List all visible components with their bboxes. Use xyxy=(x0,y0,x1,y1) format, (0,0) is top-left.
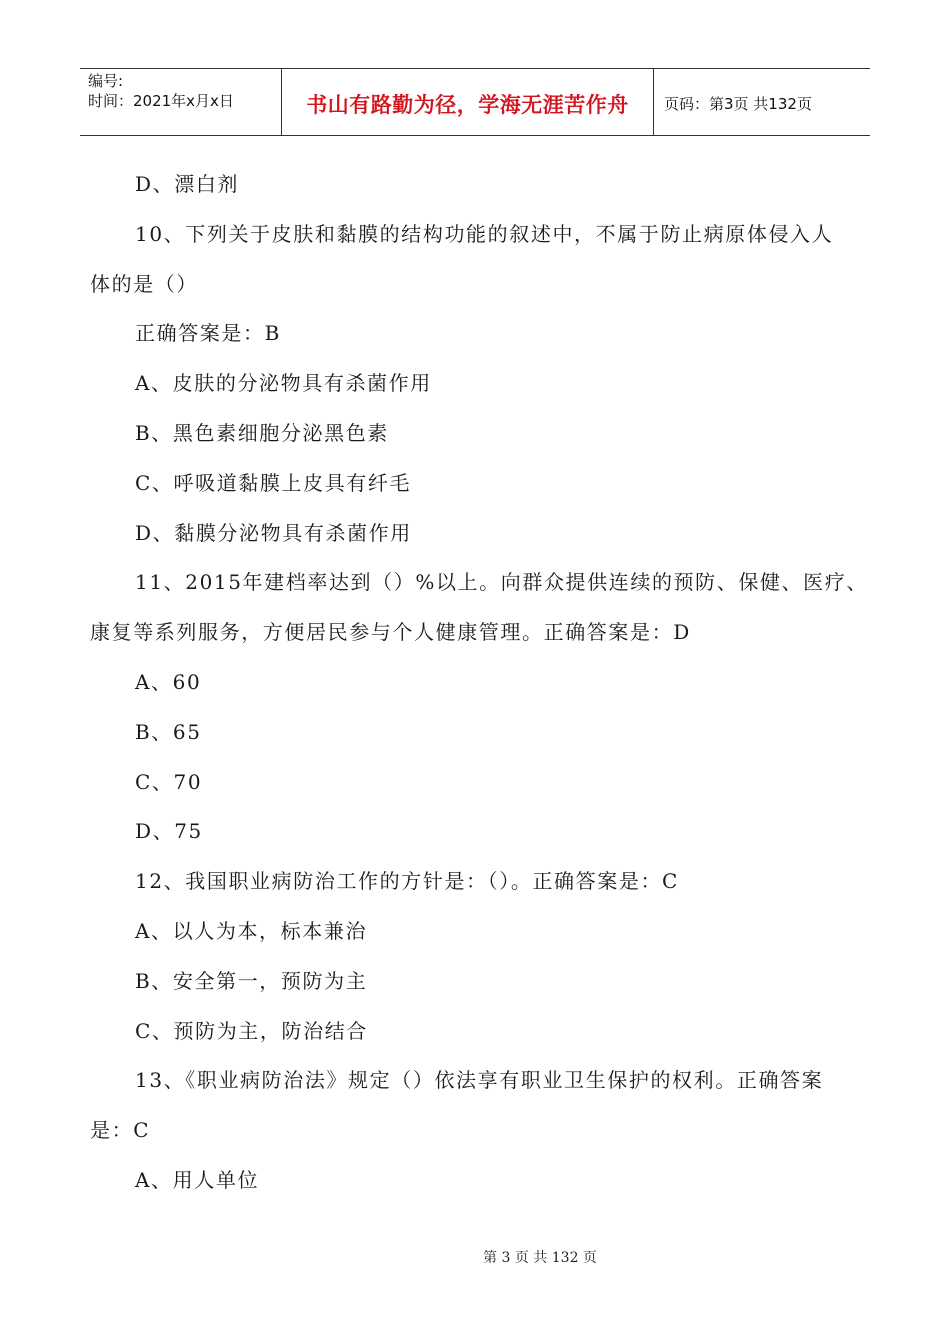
text-line: D、漂白剂 xyxy=(135,172,240,196)
text-line: 12、我国职业病防治工作的方针是：（）。正确答案是：C xyxy=(135,869,679,894)
document-number-label: 编号: xyxy=(88,72,124,90)
text-line: A、以人为本，标本兼治 xyxy=(135,918,368,943)
page-footer: 第 3 页 共 132 页 xyxy=(483,1250,597,1266)
text-line: D、黏膜分泌物具有杀菌作用 xyxy=(135,520,412,545)
text-line: 10、下列关于皮肤和黏膜的结构功能的叙述中，不属于防止病原体侵入人 xyxy=(135,221,834,246)
text-line: 11、2015年建档率达到（）%以上。向群众提供连续的预防、保健、医疗、 xyxy=(135,570,868,595)
text-line: C、预防为主，防治结合 xyxy=(135,1018,368,1043)
header-page-info: 页码：第3页 共132页 xyxy=(664,94,812,113)
text-line: B、65 xyxy=(135,719,202,744)
text-line: A、60 xyxy=(135,669,202,694)
text-line: B、安全第一，预防为主 xyxy=(135,968,368,993)
document-time-label: 时间：2021年x月x日 xyxy=(88,92,234,110)
text-line: B、黑色素细胞分泌黑色素 xyxy=(135,420,389,445)
text-line: 13、《职业病防治法》规定（）依法享有职业卫生保护的权利。正确答案 xyxy=(135,1068,824,1093)
page-header xyxy=(80,68,870,136)
text-line: 康复等系列服务，方便居民参与个人健康管理。正确答案是：D xyxy=(90,620,691,645)
text-line: C、呼吸道黏膜上皮具有纤毛 xyxy=(135,470,412,495)
header-meta xyxy=(80,69,282,135)
document-body xyxy=(90,160,870,1206)
text-line: D、75 xyxy=(135,819,203,844)
text-line: 是：C xyxy=(90,1118,151,1143)
text-line: 体的是（） xyxy=(90,271,198,296)
text-line: 正确答案是：B xyxy=(135,321,281,346)
text-line: A、用人单位 xyxy=(135,1167,260,1192)
header-motto: 书山有路勤为径，学海无涯苦作舟 xyxy=(282,69,654,135)
text-line: A、皮肤的分泌物具有杀菌作用 xyxy=(135,371,432,396)
text-line: C、70 xyxy=(135,769,203,794)
